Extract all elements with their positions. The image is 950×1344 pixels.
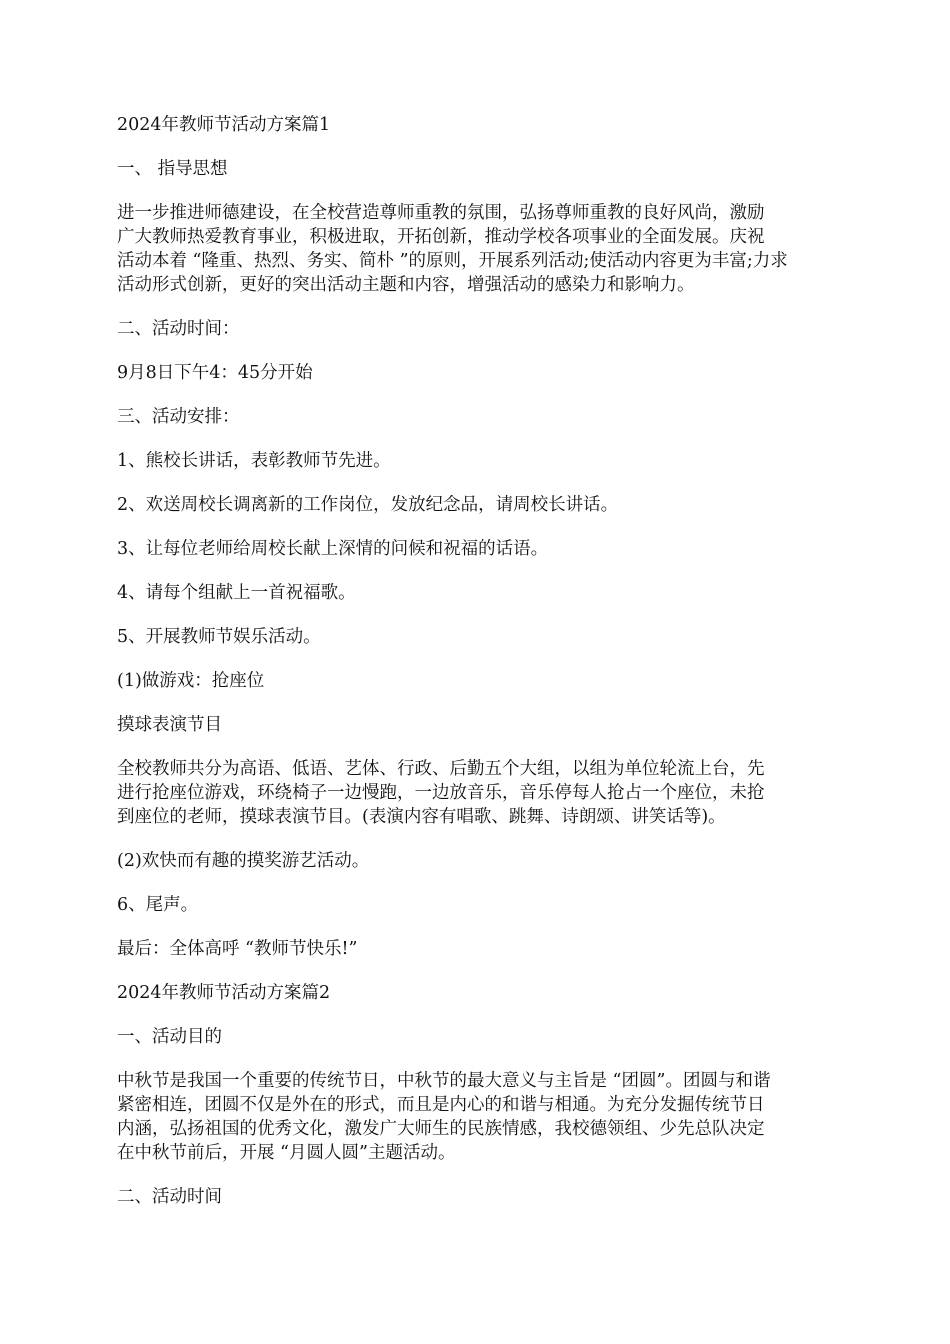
text-line: 内涵，弘扬祖国的优秀文化，激发广大师生的民族情感，我校德领组、少先总队决定 (117, 1119, 765, 1139)
paragraph (117, 537, 833, 561)
text-line: 摸球表演节目 (117, 715, 222, 735)
text-line: 三、活动安排： (117, 407, 240, 427)
paragraph (117, 405, 833, 429)
text-line: 全校教师共分为高语、低语、艺体、行政、后勤五个大组，以组为单位轮流上台，先 (117, 759, 765, 779)
text-line: 二、活动时间： (117, 319, 240, 339)
text-line: 4、请每个组献上一首祝福歌。 (117, 583, 356, 603)
text-line: 活动本着 “隆重、热烈、务实、简朴 ”的原则，开展系列活动;使活动内容更为丰富;力求 (117, 251, 788, 271)
text-line: 二、活动时间 (117, 1187, 222, 1207)
paragraph (117, 449, 833, 473)
text-line: 9月8日下午4：45分开始 (117, 363, 313, 383)
text-line: 5、开展教师节娱乐活动。 (117, 627, 321, 647)
paragraph (117, 361, 833, 385)
paragraph (117, 1069, 833, 1165)
text-line: 一、活动目的 (117, 1027, 222, 1047)
paragraph (117, 493, 833, 517)
paragraph (117, 201, 833, 297)
paragraph (117, 893, 833, 917)
paragraph (117, 849, 833, 873)
text-line: 2024年教师节活动方案篇1 (117, 115, 331, 135)
paragraph (117, 157, 833, 181)
text-line: 进一步推进师德建设，在全校营造尊师重教的氛围，弘扬尊师重教的良好风尚，激励 (117, 203, 765, 223)
text-line: 最后：全体高呼 “教师节快乐!” (117, 939, 358, 959)
text-line: 进行抢座位游戏，环绕椅子一边慢跑，一边放音乐，音乐停每人抢占一个座位，未抢 (117, 783, 765, 803)
text-line: 活动形式创新，更好的突出活动主题和内容，增强活动的感染力和影响力。 (117, 275, 695, 295)
paragraph (117, 757, 833, 829)
text-line: 广大教师热爱教育事业，积极进取，开拓创新，推动学校各项事业的全面发展。庆祝 (117, 227, 765, 247)
text-line: 中秋节是我国一个重要的传统节日，中秋节的最大意义与主旨是 “团圆”。团圆与和谐 (117, 1071, 771, 1091)
text-line: 一、 指导思想 (117, 159, 228, 179)
paragraph (117, 937, 833, 961)
text-line: 2024年教师节活动方案篇2 (117, 983, 331, 1003)
text-line: 2、欢送周校长调离新的工作岗位，发放纪念品，请周校长讲话。 (117, 495, 619, 515)
document-body (117, 113, 833, 1229)
text-line: 到座位的老师，摸球表演节目。(表演内容有唱歌、跳舞、诗朗颂、讲笑话等)。 (117, 807, 726, 827)
text-line: 1、熊校长讲话，表彰教师节先进。 (117, 451, 391, 471)
text-line: 6、尾声。 (117, 895, 199, 915)
paragraph (117, 625, 833, 649)
paragraph (117, 317, 833, 341)
paragraph (117, 981, 833, 1005)
paragraph (117, 713, 833, 737)
paragraph (117, 1185, 833, 1209)
paragraph (117, 1025, 833, 1049)
text-line: 3、让每位老师给周校长献上深情的问候和祝福的话语。 (117, 539, 549, 559)
text-line: 紧密相连，团圆不仅是外在的形式，而且是内心的和谐与相通。为充分发掘传统节日 (117, 1095, 765, 1115)
paragraph (117, 581, 833, 605)
text-line: 在中秋节前后，开展 “月圆人圆”主题活动。 (117, 1143, 456, 1163)
paragraph (117, 669, 833, 693)
text-line: (1)做游戏：抢座位 (117, 671, 265, 691)
text-line: (2)欢快而有趣的摸奖游艺活动。 (117, 851, 370, 871)
paragraph (117, 113, 833, 137)
